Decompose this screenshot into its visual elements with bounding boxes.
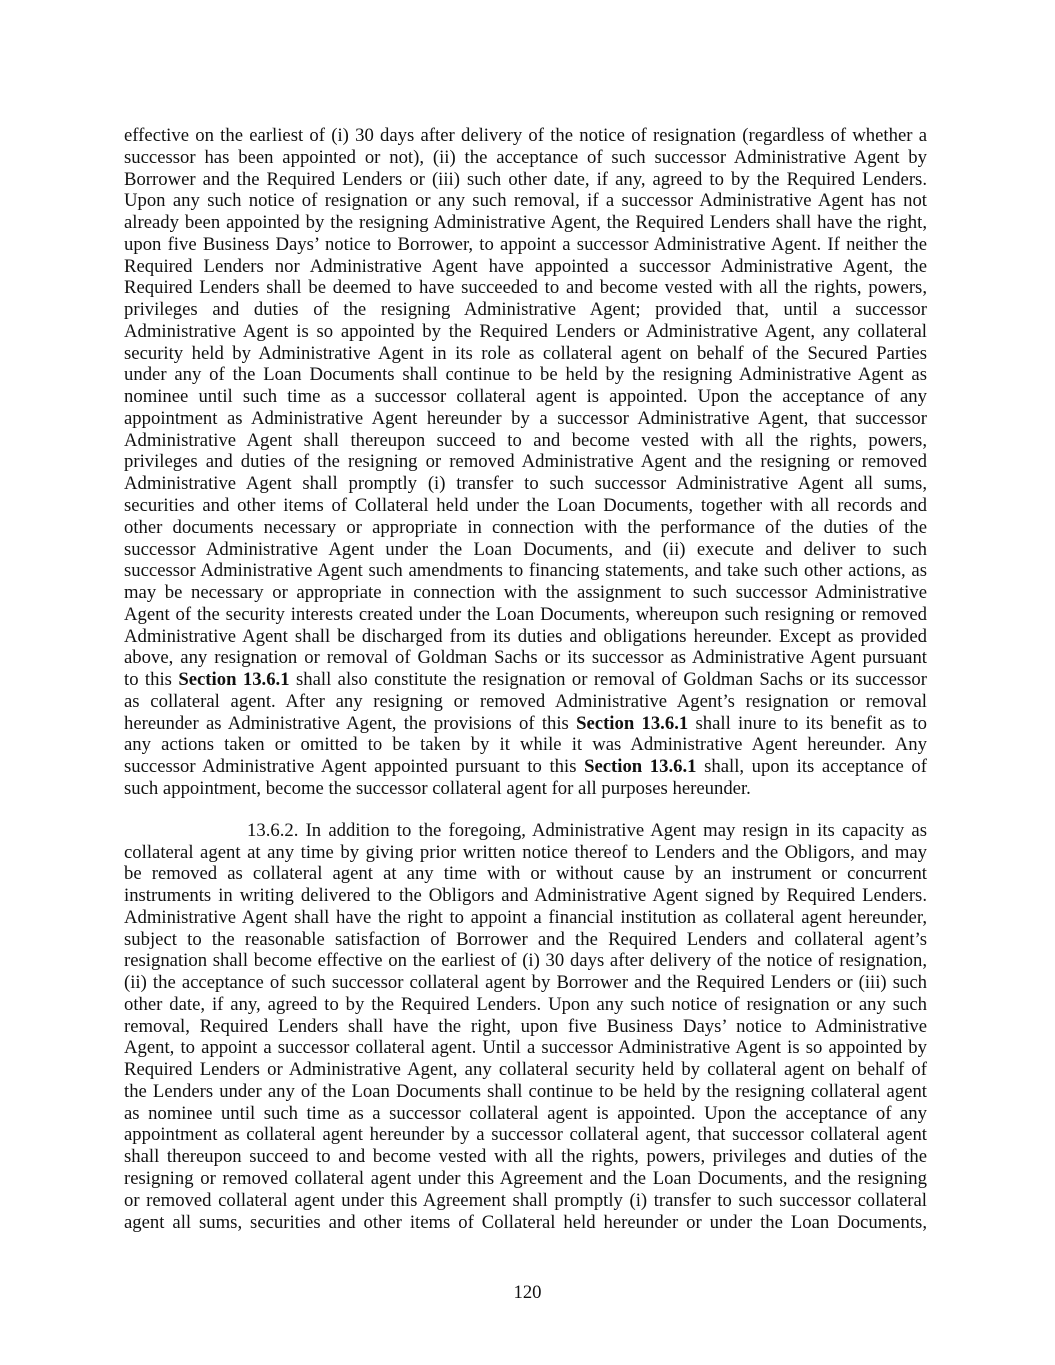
section-reference: Section 13.6.1: [178, 669, 290, 691]
text-line: Administrative Agent is so appointed by the Required Lenders or Administrative Agent, any collateral: [124, 320, 927, 342]
text-line: already been appointed by the resigning Administrative Agent, the Required Lenders shall have the right,: [124, 212, 927, 234]
text-line: be removed as collateral agent at any time with or without cause by an instrument or concurrent: [124, 863, 927, 885]
text-line: Agent of the security interests created under the Loan Documents, whereupon such resigning or removed: [124, 603, 927, 625]
text-line: (ii) the acceptance of such successor collateral agent by Borrower and the Required Lenders or (iii) such: [124, 972, 927, 994]
text-line: instruments in writing delivered to the Obligors and Administrative Agent signed by Required Lenders.: [124, 885, 927, 907]
text-line: collateral agent at any time by giving prior written notice thereof to Lenders and the Obligors, and may: [124, 841, 927, 863]
text-run: shall inure to its benefit as to: [688, 712, 927, 734]
text-line: successor has been appointed or not), (ii) the acceptance of such successor Administrative Agent by: [124, 146, 927, 168]
text-line: Administrative Agent shall thereupon succeed to and become vested with all the rights, powers,: [124, 429, 927, 451]
text-line: removal, Required Lenders shall have the right, upon five Business Days’ notice to Administrative: [124, 1015, 927, 1037]
text-line: as collateral agent. After any resigning or removed Administrative Agent’s resignation or removal: [124, 690, 927, 712]
text-line: Upon any such notice of resignation or any such removal, if a successor Administrative Agent has not: [124, 190, 927, 212]
text-run: successor Administrative Agent appointed pursuant to this: [124, 756, 585, 778]
text-line: Required Lenders or Administrative Agent, any collateral security held by collateral agent on behalf of: [124, 1059, 927, 1081]
text-line: Administrative Agent shall have the right to appoint a financial institution as collateral agent hereunder,: [124, 906, 927, 928]
text-line: other documents necessary or appropriate in connection with the performance of the duties of the: [124, 516, 927, 538]
body-text: [124, 125, 927, 1233]
text-line: under any of the Loan Documents shall continue to be held by the resigning Administrative Agent as: [124, 364, 927, 386]
text-line: shall thereupon succeed to and become vested with all the rights, powers, privileges and duties of the: [124, 1146, 927, 1168]
text-line: or removed collateral agent under this Agreement shall promptly (i) transfer to such successor collateral: [124, 1189, 927, 1211]
text-line: [124, 756, 927, 778]
text-line: Agent, to appoint a successor collateral agent. Until a successor Administrative Agent is so appointed by: [124, 1037, 927, 1059]
text-line: other date, if any, agreed to by the Required Lenders. Upon any such notice of resignation or any such: [124, 993, 927, 1015]
text-line: Administrative Agent shall be discharged from its duties and obligations hereunder. Except as provided: [124, 625, 927, 647]
text-line: the Lenders under any of the Loan Documents shall continue to be held by the resigning collateral agent: [124, 1080, 927, 1102]
section-reference: Section 13.6.1: [576, 712, 689, 734]
section-reference: Section 13.6.1: [584, 756, 697, 778]
text-line: Borrower and the Required Lenders or (iii) such other date, if any, agreed to by the Required Lenders.: [124, 168, 927, 190]
text-line: appointment as collateral agent hereunder by a successor collateral agent, that successor collateral agent: [124, 1124, 927, 1146]
text-line: successor Administrative Agent under the Loan Documents, and (ii) execute and deliver to such: [124, 538, 927, 560]
text-line: 13.6.2. In addition to the foregoing, Administrative Agent may resign in its capacity as: [247, 819, 927, 841]
text-line: effective on the earliest of (i) 30 days after delivery of the notice of resignation (regardless of whether a: [124, 125, 927, 146]
text-run: hereunder as Administrative Agent, the provisions of this: [124, 712, 577, 734]
text-line: security held by Administrative Agent in its role as collateral agent on behalf of the Secured Parties: [124, 342, 927, 364]
text-line: [124, 713, 927, 735]
text-line: subject to the reasonable satisfaction of Borrower and the Required Lenders and collateral agent’s: [124, 928, 927, 950]
text-line: resigning or removed collateral agent under this Agreement and the Loan Documents, and the resigning: [124, 1167, 927, 1189]
paragraph-13-6-1-continuation: [124, 125, 927, 800]
page-number: 120: [513, 1282, 542, 1303]
text-line: Required Lenders shall be deemed to have succeeded to and become vested with all the rights, powers,: [124, 277, 927, 299]
text-line: Administrative Agent shall promptly (i) transfer to such successor Administrative Agent all sums,: [124, 473, 927, 495]
text-line: as nominee until such time as a successor collateral agent is appointed. Upon the acceptance of any: [124, 1102, 927, 1124]
text-line: any actions taken or omitted to be taken by it while it was Administrative Agent hereunder. Any: [124, 734, 927, 756]
text-line: may be necessary or appropriate in connection with the assignment to such successor Administrative: [124, 582, 927, 604]
text-line: Required Lenders nor Administrative Agent have appointed a successor Administrative Agent, the: [124, 255, 927, 277]
text-line: appointment as Administrative Agent hereunder by a successor Administrative Agent, that successor: [124, 407, 927, 429]
text-line: such appointment, become the successor collateral agent for all purposes hereunder.: [124, 777, 751, 799]
text-line: above, any resignation or removal of Goldman Sachs or its successor as Administrative Agent pursuant: [124, 647, 927, 669]
text-line: securities and other items of Collateral held under the Loan Documents, together with all records and: [124, 495, 927, 517]
text-line: privileges and duties of the resigning Administrative Agent; provided that, until a successor: [124, 299, 927, 321]
paragraph-13-6-2: [124, 820, 927, 1234]
text-line: agent all sums, securities and other items of Collateral held hereunder or under the Loan Documents,: [124, 1211, 927, 1233]
text-line: successor Administrative Agent such amendments to financing statements, and take such other actions, as: [124, 560, 927, 582]
text-line: upon five Business Days’ notice to Borrower, to appoint a successor Administrative Agent. If neither the: [124, 233, 927, 255]
text-line: [124, 669, 927, 691]
text-run: shall also constitute the resignation or removal of Goldman Sachs or its successor: [289, 669, 927, 691]
text-line: privileges and duties of the resigning or removed Administrative Agent and the resigning or removed: [124, 451, 927, 473]
text-line: resignation shall become effective on the earliest of (i) 30 days after delivery of the notice of resignation,: [124, 950, 927, 972]
text-run: to this: [124, 669, 179, 691]
text-line: nominee until such time as a successor collateral agent is appointed. Upon the acceptance of any: [124, 386, 927, 408]
text-run: shall, upon its acceptance of: [696, 756, 927, 778]
